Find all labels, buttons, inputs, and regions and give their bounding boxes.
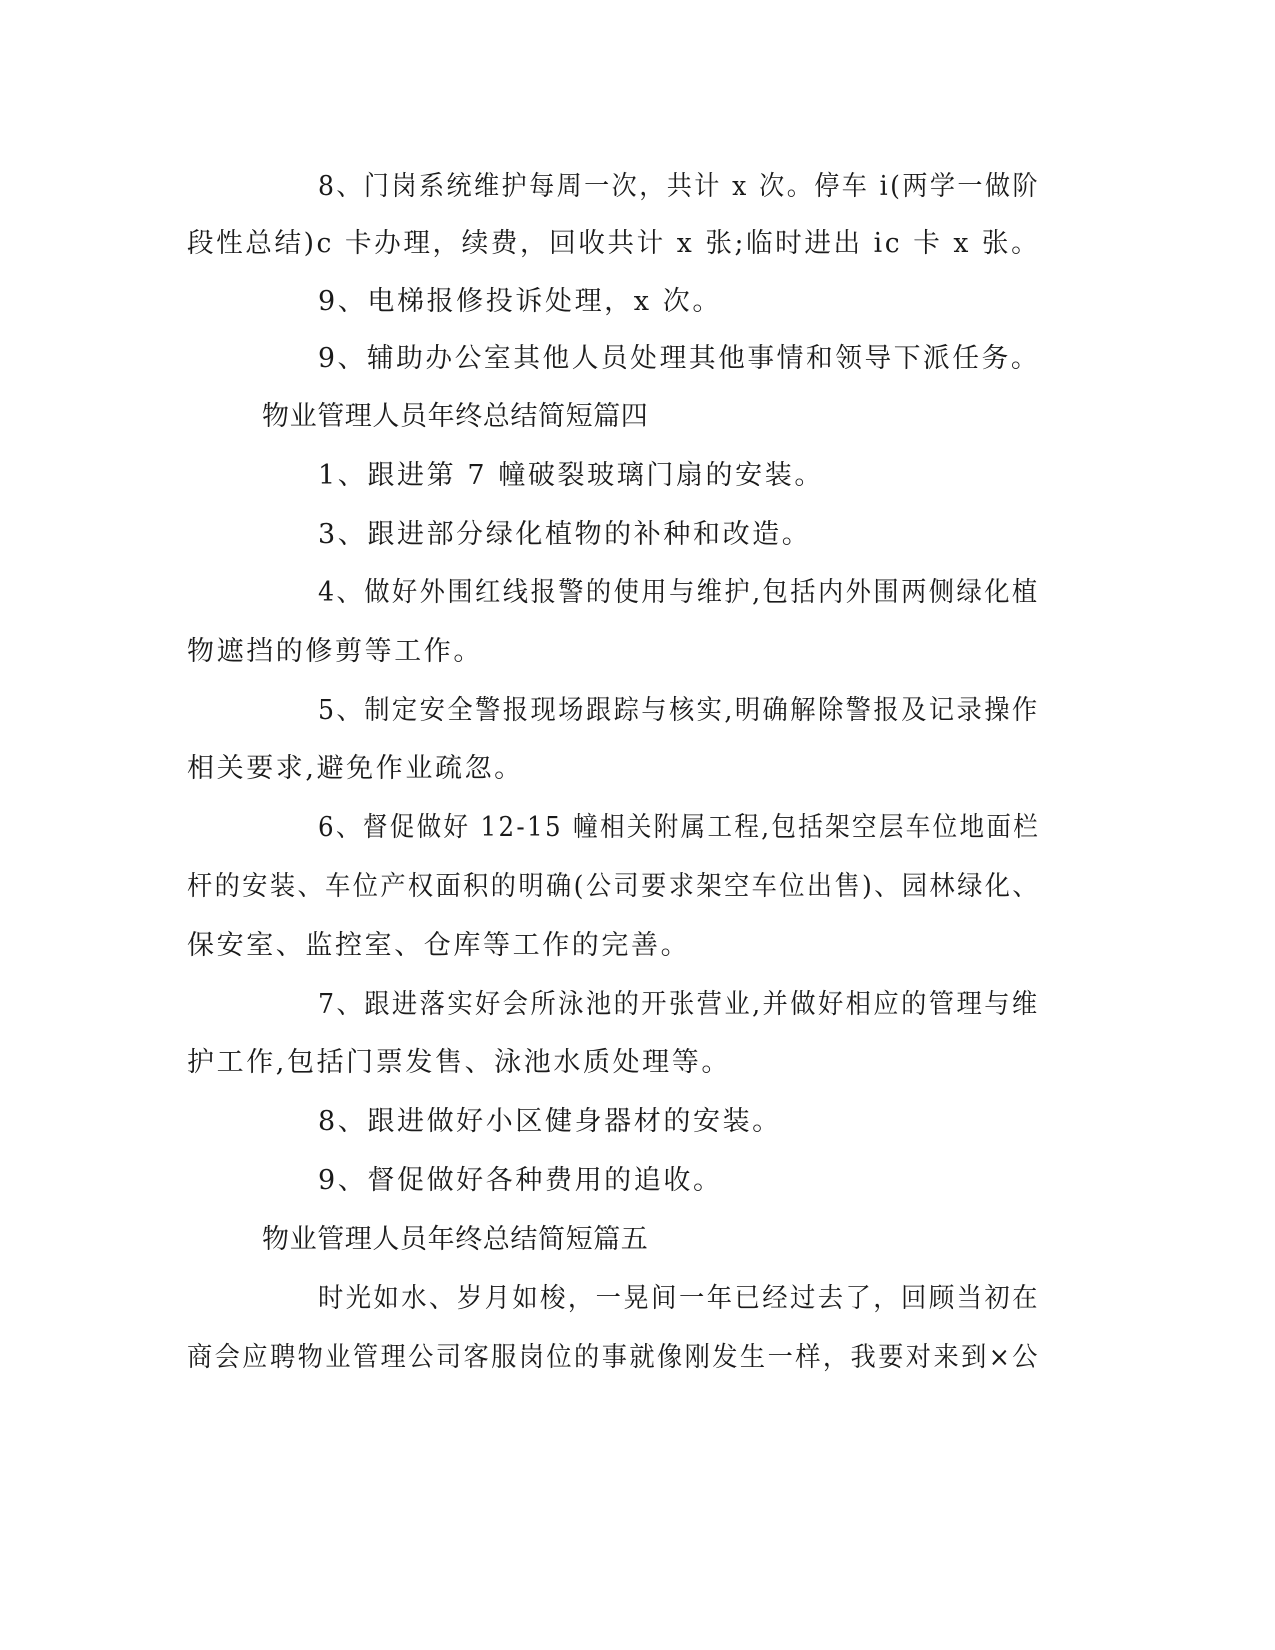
paragraph-line: 时光如水、岁月如梭，一晃间一年已经过去了，回顾当初在 (318, 1283, 1040, 1314)
section-heading: 物业管理人员年终总结简短篇四 (262, 401, 649, 432)
paragraph-line: 7、跟进落实好会所泳池的开张营业,并做好相应的管理与维 (318, 989, 1040, 1020)
paragraph-line: 护工作,包括门票发售、泳池水质处理等。 (187, 1047, 731, 1078)
paragraph-line: 9、辅助办公室其他人员处理其他事情和领导下派任务。 (318, 343, 1041, 374)
section-heading: 物业管理人员年终总结简短篇五 (262, 1224, 649, 1255)
paragraph-line: 4、做好外围红线报警的使用与维护,包括内外围两侧绿化植 (318, 577, 1040, 608)
paragraph-line: 相关要求,避免作业疏忽。 (187, 753, 524, 784)
paragraph-line: 物遮挡的修剪等工作。 (187, 636, 483, 667)
paragraph-line: 6、督促做好 12-15 幢相关附属工程,包括架空层车位地面栏 (318, 812, 1041, 843)
paragraph-line: 3、跟进部分绿化植物的补种和改造。 (318, 519, 812, 550)
paragraph-line: 5、制定安全警报现场跟踪与核实,明确解除警报及记录操作 (318, 695, 1040, 726)
paragraph-line: 商会应聘物业管理公司客服岗位的事就像刚发生一样，我要对来到×公 (187, 1342, 1040, 1373)
paragraph-line: 1、跟进第 7 幢破裂玻璃门扇的安装。 (318, 460, 824, 491)
paragraph-line: 9、电梯报修投诉处理，x 次。 (318, 286, 722, 317)
paragraph-line: 8、跟进做好小区健身器材的安装。 (318, 1106, 782, 1137)
paragraph-line: 9、督促做好各种费用的追收。 (318, 1165, 723, 1196)
paragraph-line: 8、门岗系统维护每周一次，共计 x 次。停车 i(两学一做阶 (318, 171, 1040, 202)
paragraph-line: 杆的安装、车位产权面积的明确(公司要求架空车位出售)、园林绿化、 (187, 871, 1041, 902)
paragraph-line: 段性总结)c 卡办理，续费，回收共计 x 张;临时进出 ic 卡 x 张。 (187, 228, 1041, 259)
paragraph-line: 保安室、监控室、仓库等工作的完善。 (187, 930, 691, 961)
